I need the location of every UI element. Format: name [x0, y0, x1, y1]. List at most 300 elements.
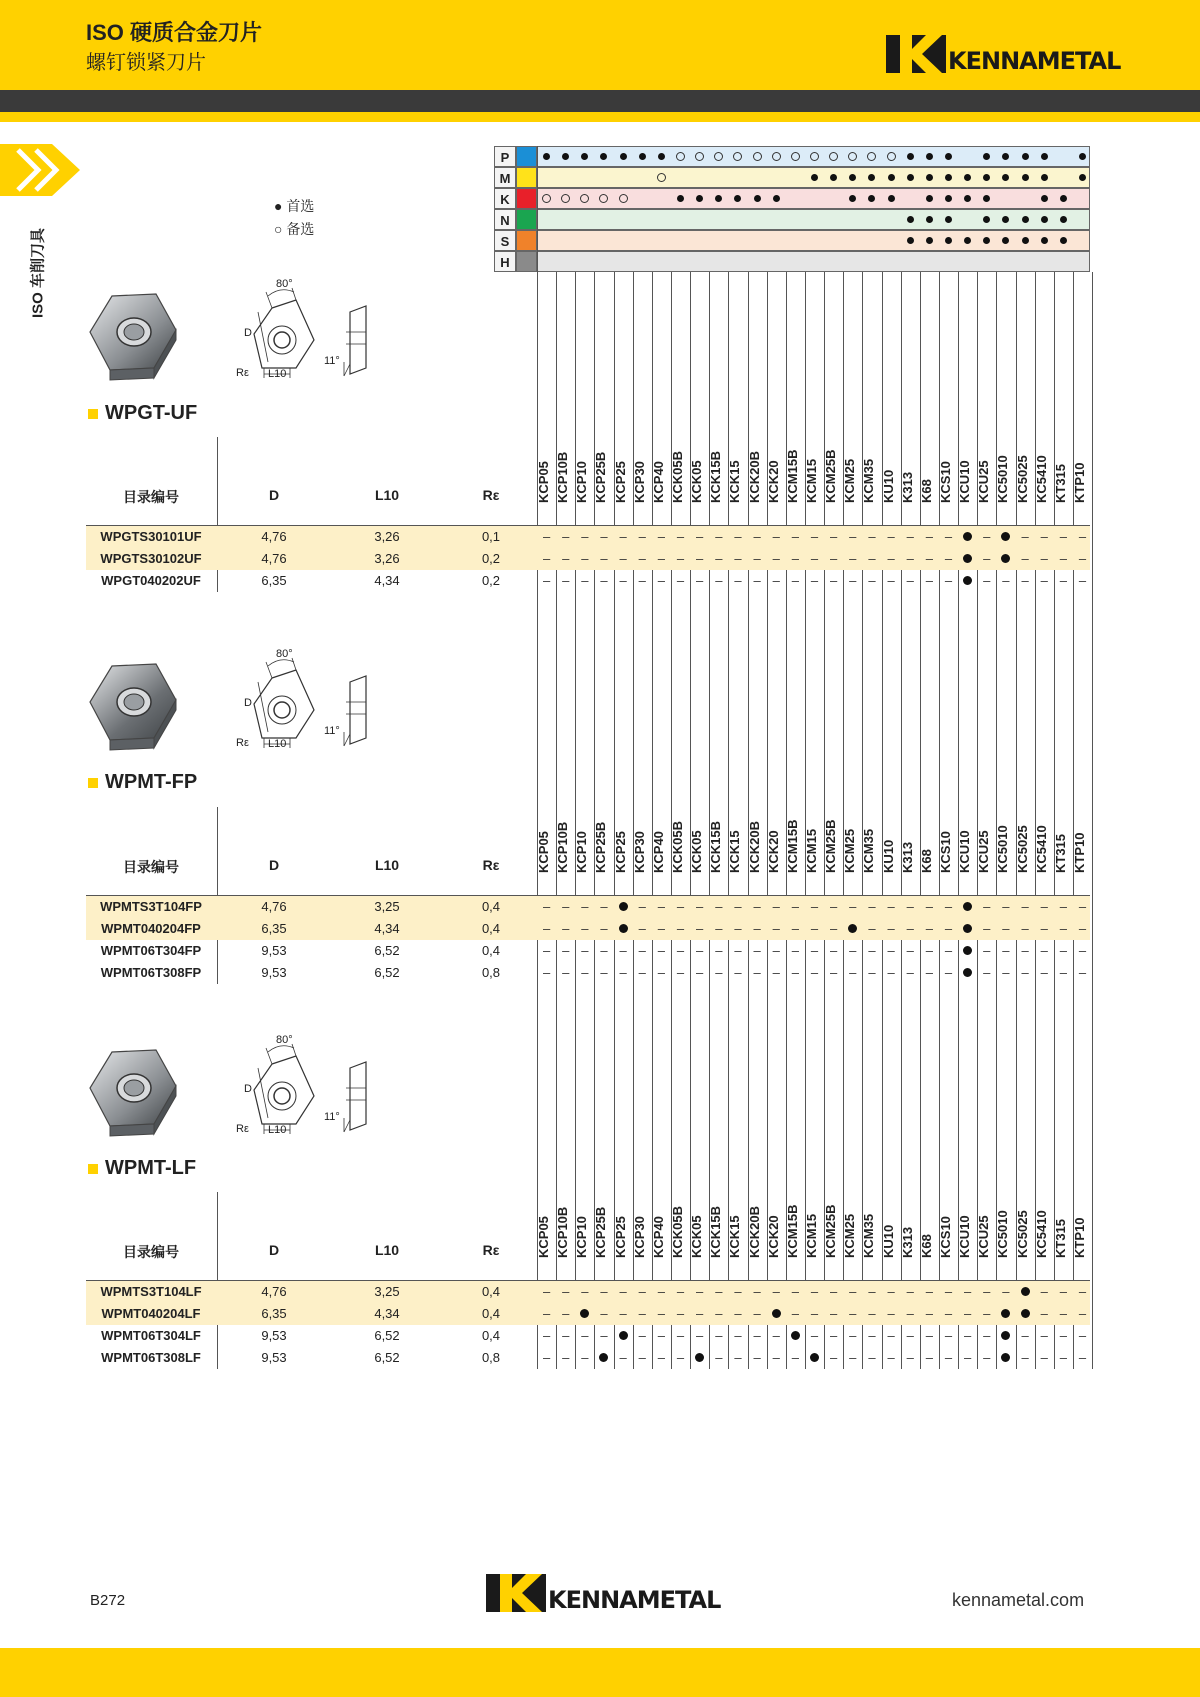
- unavailable-grade-mark: –: [1002, 965, 1010, 980]
- unavailable-grade-mark: –: [830, 965, 838, 980]
- grade-name-label: K313: [899, 1226, 915, 1258]
- chevron-tab-icon: [0, 144, 82, 196]
- unavailable-grade-mark: –: [753, 1284, 761, 1299]
- unavailable-grade-mark: –: [944, 899, 953, 914]
- clearance-angle-label: 11°: [324, 725, 340, 737]
- unavailable-grade-mark: –: [600, 1284, 608, 1299]
- unavailable-grade-mark: –: [715, 943, 723, 958]
- unavailable-grade-mark: –: [772, 573, 780, 588]
- unavailable-grade-mark: –: [657, 573, 665, 588]
- grade-name-label: KCK05B: [669, 1205, 685, 1258]
- grade-column-line: [652, 272, 653, 1369]
- primary-suit-mark: [1054, 188, 1073, 209]
- grade-name-label: KCP25: [612, 461, 628, 503]
- cell-d: 4,76: [261, 899, 287, 914]
- unavailable-grade-mark: –: [562, 1328, 570, 1343]
- unavailable-grade-mark: –: [830, 921, 838, 936]
- grade-column-line: [920, 272, 921, 1369]
- unavailable-grade-mark: –: [906, 573, 914, 588]
- cell-re: 0,4: [481, 899, 501, 914]
- grade-name-label: KC5410: [1033, 825, 1049, 873]
- grade-column-line: [1073, 272, 1074, 1369]
- unavailable-grade-mark: –: [619, 965, 627, 980]
- brand-logo: [886, 33, 1120, 75]
- grade-name-label: KTP10: [1071, 1217, 1087, 1258]
- unavailable-grade-mark: –: [887, 943, 895, 958]
- unavailable-grade-mark: –: [715, 1306, 723, 1321]
- unavailable-grade-mark: –: [600, 551, 608, 566]
- secondary-suit-mark: [614, 188, 633, 209]
- insert-photo-icon: [84, 288, 184, 388]
- unavailable-grade-mark: –: [1078, 943, 1087, 958]
- unavailable-grade-mark: –: [944, 921, 953, 936]
- clearance-angle-label: 11°: [324, 1111, 340, 1123]
- table-row[interactable]: [86, 548, 1090, 570]
- table-row[interactable]: [86, 1303, 1090, 1325]
- unavailable-grade-mark: –: [696, 1284, 704, 1299]
- cell-d: 4,76: [261, 551, 287, 566]
- unavailable-grade-mark: –: [925, 921, 933, 936]
- unavailable-grade-mark: –: [696, 573, 704, 588]
- unavailable-grade-mark: –: [1021, 551, 1029, 566]
- grade-column-line: [805, 272, 806, 1369]
- re-dimension-label: Rε: [236, 367, 249, 379]
- unavailable-grade-mark: –: [696, 529, 704, 544]
- available-grade-mark: [958, 962, 977, 984]
- unavailable-grade-mark: –: [849, 551, 857, 566]
- unavailable-grade-mark: –: [542, 1350, 551, 1365]
- unavailable-grade-mark: –: [983, 1328, 991, 1343]
- unavailable-grade-mark: –: [734, 1350, 742, 1365]
- iso-group-label: N: [494, 209, 516, 230]
- unavailable-grade-mark: –: [830, 551, 838, 566]
- cell-d: 4,76: [261, 1284, 287, 1299]
- unavailable-grade-mark: –: [1021, 965, 1029, 980]
- table-row[interactable]: [86, 526, 1090, 548]
- secondary-suit-mark: [805, 146, 824, 167]
- section-title-text: WPMT-FP: [105, 771, 198, 793]
- unavailable-grade-mark: –: [1078, 573, 1087, 588]
- unavailable-grade-mark: –: [715, 1328, 723, 1343]
- unavailable-grade-mark: –: [676, 899, 685, 914]
- grade-column-line: [843, 272, 844, 1369]
- unavailable-grade-mark: –: [1002, 1284, 1010, 1299]
- unavailable-grade-mark: –: [638, 899, 646, 914]
- cell-d: 6,35: [261, 573, 287, 588]
- unavailable-grade-mark: –: [581, 573, 589, 588]
- column-header-l10: L10: [374, 1242, 400, 1258]
- column-header-d: D: [268, 487, 280, 503]
- primary-suit-mark: [958, 167, 977, 188]
- grade-name-label: KCP40: [650, 461, 666, 503]
- column-header-re: Rε: [482, 857, 500, 873]
- available-grade-mark: [1016, 1281, 1035, 1303]
- unavailable-grade-mark: –: [906, 1328, 914, 1343]
- unavailable-grade-mark: –: [753, 921, 761, 936]
- section-title: [88, 1157, 196, 1180]
- kennametal-k-icon: [886, 35, 946, 73]
- unavailable-grade-mark: –: [696, 899, 704, 914]
- unavailable-grade-mark: –: [830, 573, 838, 588]
- primary-suit-mark: [882, 167, 901, 188]
- unavailable-grade-mark: –: [581, 899, 589, 914]
- grade-column-line: [767, 272, 768, 1369]
- unavailable-grade-mark: –: [1021, 943, 1029, 958]
- cell-re: 0,4: [481, 1328, 501, 1343]
- page-code: B272: [90, 1592, 126, 1609]
- legend-preferred: ● 首选: [274, 198, 315, 214]
- cell-code: WPMT040204FP: [101, 921, 201, 936]
- grade-name-label: KCP10: [574, 831, 590, 873]
- unavailable-grade-mark: –: [600, 573, 608, 588]
- unavailable-grade-mark: –: [753, 573, 761, 588]
- primary-suit-mark: [920, 167, 939, 188]
- unavailable-grade-mark: –: [906, 921, 914, 936]
- unavailable-grade-mark: –: [868, 551, 876, 566]
- cell-l10: 6,52: [374, 965, 400, 980]
- unavailable-grade-mark: –: [887, 1306, 895, 1321]
- cell-code: WPMTS3T104LF: [100, 1284, 202, 1299]
- unavailable-grade-mark: –: [1002, 921, 1010, 936]
- iso-group-label: P: [494, 146, 516, 167]
- unavailable-grade-mark: –: [734, 551, 742, 566]
- d-dimension-label: D: [244, 697, 252, 709]
- unavailable-grade-mark: –: [676, 1350, 685, 1365]
- grade-name-label: KT315: [1052, 463, 1068, 503]
- unavailable-grade-mark: –: [925, 965, 933, 980]
- l10-dimension-label: L10: [268, 1124, 287, 1136]
- column-header-re: Rε: [482, 1242, 500, 1258]
- unavailable-grade-mark: –: [849, 965, 857, 980]
- unavailable-grade-mark: –: [772, 1350, 780, 1365]
- unavailable-grade-mark: –: [887, 965, 895, 980]
- unavailable-grade-mark: –: [1078, 1350, 1087, 1365]
- legend-alternative: ○ 备选: [274, 221, 315, 237]
- insert-dimension-drawing: [232, 648, 392, 758]
- cell-l10: 6,52: [374, 1328, 400, 1343]
- table-row[interactable]: [86, 570, 1090, 592]
- cell-code: WPGT040202UF: [101, 573, 201, 588]
- column-header-l10: L10: [374, 487, 400, 503]
- cell-d: 9,53: [261, 1350, 287, 1365]
- unavailable-grade-mark: –: [542, 1284, 551, 1299]
- primary-suit-mark: [614, 146, 633, 167]
- unavailable-grade-mark: –: [715, 529, 723, 544]
- grade-name-label: KCK20: [765, 1215, 781, 1258]
- cell-re: 0,2: [481, 551, 501, 566]
- grade-name-label: KCM15: [803, 458, 819, 503]
- iso-color-swatch: [516, 230, 537, 251]
- cell-code: WPMT06T308FP: [100, 965, 202, 980]
- unavailable-grade-mark: –: [772, 965, 780, 980]
- unavailable-grade-mark: –: [1078, 921, 1087, 936]
- kennametal-k-icon: [486, 1574, 546, 1612]
- unavailable-grade-mark: –: [944, 1350, 953, 1365]
- unavailable-grade-mark: –: [906, 943, 914, 958]
- grade-name-label: KCP30: [631, 831, 647, 873]
- table-row[interactable]: [86, 1347, 1090, 1369]
- header-band: [0, 0, 1200, 90]
- grade-name-label: KCS10: [937, 1216, 953, 1258]
- unavailable-grade-mark: –: [619, 573, 627, 588]
- grade-name-label: KU10: [880, 839, 896, 873]
- unavailable-grade-mark: –: [944, 1328, 953, 1343]
- unavailable-grade-mark: –: [542, 965, 551, 980]
- footer-brand-wordmark: KENNAMETAL: [548, 1586, 721, 1614]
- grade-name-label: KCK15: [727, 1215, 743, 1258]
- header-yellow-stripe: [0, 112, 1200, 122]
- primary-suit-mark: [901, 167, 920, 188]
- unavailable-grade-mark: –: [696, 1328, 704, 1343]
- grade-name-label: KCK15B: [708, 820, 724, 873]
- unavailable-grade-mark: –: [600, 965, 608, 980]
- unavailable-grade-mark: –: [581, 551, 589, 566]
- unavailable-grade-mark: –: [887, 1350, 895, 1365]
- unavailable-grade-mark: –: [810, 1306, 819, 1321]
- unavailable-grade-mark: –: [753, 965, 761, 980]
- unavailable-grade-mark: –: [734, 1328, 742, 1343]
- unavailable-grade-mark: –: [715, 899, 723, 914]
- grade-name-label: KCM15B: [784, 449, 800, 503]
- unavailable-grade-mark: –: [715, 551, 723, 566]
- section-title: [88, 402, 197, 425]
- unavailable-grade-mark: –: [542, 529, 551, 544]
- iso-color-swatch: [516, 167, 537, 188]
- re-dimension-label: Rε: [236, 737, 249, 749]
- cell-re: 0,4: [481, 943, 501, 958]
- table-row[interactable]: [86, 1281, 1090, 1303]
- unavailable-grade-mark: –: [562, 1350, 570, 1365]
- unavailable-grade-mark: –: [715, 573, 723, 588]
- unavailable-grade-mark: –: [657, 965, 665, 980]
- unavailable-grade-mark: –: [925, 573, 933, 588]
- angle-label: 80°: [276, 648, 293, 660]
- unavailable-grade-mark: –: [600, 921, 608, 936]
- table-row[interactable]: [86, 1325, 1090, 1347]
- grade-name-label: KCP05: [536, 831, 551, 873]
- unavailable-grade-mark: –: [791, 551, 799, 566]
- grade-name-label: KCP25B: [593, 821, 609, 873]
- unavailable-grade-mark: –: [964, 1350, 972, 1365]
- website-link[interactable]: kennametal.com: [952, 1590, 1085, 1610]
- grade-column-line: [537, 146, 538, 272]
- unavailable-grade-mark: –: [887, 529, 895, 544]
- unavailable-grade-mark: –: [734, 1306, 742, 1321]
- unavailable-grade-mark: –: [696, 943, 704, 958]
- grade-name-label: KC5010: [995, 455, 1011, 503]
- unavailable-grade-mark: –: [638, 1284, 646, 1299]
- unavailable-grade-mark: –: [753, 899, 761, 914]
- unavailable-grade-mark: –: [753, 1350, 761, 1365]
- primary-suit-mark: [556, 146, 575, 167]
- table-row[interactable]: [86, 962, 1090, 984]
- grade-name-label: KCP40: [650, 1216, 666, 1258]
- cell-l10: 3,25: [374, 899, 400, 914]
- primary-suit-mark: [901, 230, 920, 251]
- unavailable-grade-mark: –: [887, 1284, 895, 1299]
- unavailable-grade-mark: –: [983, 551, 991, 566]
- cell-l10: 4,34: [374, 573, 400, 588]
- unavailable-grade-mark: –: [657, 529, 665, 544]
- unavailable-grade-mark: –: [600, 899, 608, 914]
- grade-name-label: KCS10: [937, 461, 953, 503]
- yellow-square-icon: [88, 409, 98, 419]
- available-grade-mark: [575, 1303, 594, 1325]
- cell-re: 0,4: [481, 921, 501, 936]
- yellow-square-icon: [88, 1164, 98, 1174]
- table-row[interactable]: [86, 940, 1090, 962]
- unavailable-grade-mark: –: [1021, 921, 1029, 936]
- unavailable-grade-mark: –: [562, 943, 570, 958]
- unavailable-grade-mark: –: [1021, 573, 1029, 588]
- insert-photo-icon: [84, 658, 184, 758]
- grade-name-label: KCK20: [765, 830, 781, 873]
- available-grade-mark: [996, 1347, 1015, 1369]
- unavailable-grade-mark: –: [849, 943, 857, 958]
- unavailable-grade-mark: –: [983, 1350, 991, 1365]
- secondary-suit-mark: [709, 146, 728, 167]
- primary-suit-mark: [843, 188, 862, 209]
- unavailable-grade-mark: –: [944, 1306, 953, 1321]
- cell-d: 6,35: [261, 921, 287, 936]
- unavailable-grade-mark: –: [581, 1328, 589, 1343]
- grade-name-label: KCP05: [536, 461, 551, 503]
- grade-column-line: [633, 272, 634, 1369]
- unavailable-grade-mark: –: [849, 1328, 857, 1343]
- unavailable-grade-mark: –: [657, 1284, 665, 1299]
- footer-band: [0, 1648, 1200, 1697]
- available-grade-mark: [996, 526, 1015, 548]
- unavailable-grade-mark: –: [887, 921, 895, 936]
- available-grade-mark: [1016, 1303, 1035, 1325]
- cell-code: WPGTS30101UF: [100, 529, 202, 544]
- angle-label: 80°: [276, 1034, 293, 1046]
- grade-name-label: KCP25: [612, 1216, 628, 1258]
- grade-name-label: KCP10: [574, 1216, 590, 1258]
- unavailable-grade-mark: –: [1040, 943, 1048, 958]
- unavailable-grade-mark: –: [791, 921, 799, 936]
- grade-name-label: KCM15B: [784, 1204, 800, 1258]
- available-grade-mark: [958, 896, 977, 918]
- unavailable-grade-mark: –: [772, 1284, 780, 1299]
- unavailable-grade-mark: –: [1021, 1328, 1029, 1343]
- available-grade-mark: [958, 940, 977, 962]
- unavailable-grade-mark: –: [810, 899, 819, 914]
- table-row[interactable]: [86, 896, 1090, 918]
- available-grade-mark: [614, 1325, 633, 1347]
- grade-name-label: KC5010: [995, 825, 1011, 873]
- primary-suit-mark: [1035, 167, 1054, 188]
- unavailable-grade-mark: –: [772, 921, 780, 936]
- unavailable-grade-mark: –: [1040, 899, 1048, 914]
- primary-suit-mark: [939, 146, 958, 167]
- unavailable-grade-mark: –: [676, 1306, 685, 1321]
- unavailable-grade-mark: –: [1021, 899, 1029, 914]
- unavailable-grade-mark: –: [753, 551, 761, 566]
- unavailable-grade-mark: –: [849, 1284, 857, 1299]
- unavailable-grade-mark: –: [810, 529, 819, 544]
- unavailable-grade-mark: –: [925, 899, 933, 914]
- grade-name-label: K68: [918, 849, 934, 873]
- primary-suit-mark: [939, 209, 958, 230]
- unavailable-grade-mark: –: [906, 529, 914, 544]
- unavailable-grade-mark: –: [772, 899, 780, 914]
- primary-suit-mark: [901, 209, 920, 230]
- grade-name-label: KCM25B: [823, 819, 839, 873]
- grade-name-label: KCM35: [861, 828, 877, 873]
- grade-name-label: KCK20: [765, 460, 781, 503]
- primary-suit-mark: [920, 209, 939, 230]
- unavailable-grade-mark: –: [696, 1306, 704, 1321]
- unavailable-grade-mark: –: [1002, 899, 1010, 914]
- unavailable-grade-mark: –: [830, 943, 838, 958]
- cell-code: WPMTS3T104FP: [100, 899, 202, 914]
- unavailable-grade-mark: –: [1078, 551, 1087, 566]
- grade-name-label: KCM25B: [823, 449, 839, 503]
- table-row[interactable]: [86, 918, 1090, 940]
- unavailable-grade-mark: –: [983, 1284, 991, 1299]
- available-grade-mark: [767, 1303, 786, 1325]
- unavailable-grade-mark: –: [638, 921, 646, 936]
- primary-suit-mark: [1016, 230, 1035, 251]
- unavailable-grade-mark: –: [542, 1306, 551, 1321]
- unavailable-grade-mark: –: [600, 943, 608, 958]
- unavailable-grade-mark: –: [676, 943, 685, 958]
- iso-color-swatch: [516, 188, 537, 209]
- grade-name-label: K68: [918, 479, 934, 503]
- brand-wordmark: KENNAMETAL: [948, 47, 1121, 75]
- primary-suit-mark: [537, 146, 556, 167]
- unavailable-grade-mark: –: [581, 1284, 589, 1299]
- unavailable-grade-mark: –: [1040, 1328, 1048, 1343]
- unavailable-grade-mark: –: [638, 1350, 646, 1365]
- unavailable-grade-mark: –: [830, 1306, 838, 1321]
- unavailable-grade-mark: –: [830, 899, 838, 914]
- section-title: [88, 771, 197, 794]
- unavailable-grade-mark: –: [1078, 1284, 1087, 1299]
- unavailable-grade-mark: –: [868, 899, 876, 914]
- iso-row-p: [494, 146, 1090, 167]
- grade-column-line: [862, 272, 863, 1369]
- unavailable-grade-mark: –: [1059, 1284, 1067, 1299]
- grade-name-label: KCU25: [976, 1215, 992, 1258]
- unavailable-grade-mark: –: [715, 1284, 723, 1299]
- grade-name-label: KC5025: [1014, 455, 1030, 503]
- primary-suit-mark: [882, 188, 901, 209]
- iso-color-swatch: [516, 209, 537, 230]
- grade-name-label: KCK20B: [746, 820, 762, 873]
- unavailable-grade-mark: –: [868, 1306, 876, 1321]
- unavailable-grade-mark: –: [830, 1284, 838, 1299]
- primary-suit-mark: [977, 167, 996, 188]
- available-grade-mark: [958, 570, 977, 592]
- unavailable-grade-mark: –: [868, 965, 876, 980]
- unavailable-grade-mark: –: [657, 551, 665, 566]
- column-header-l10: L10: [374, 857, 400, 873]
- cell-re: 0,4: [481, 1284, 501, 1299]
- unavailable-grade-mark: –: [925, 1284, 933, 1299]
- grade-name-label: KCK05: [689, 1215, 705, 1258]
- unavailable-grade-mark: –: [581, 529, 589, 544]
- unavailable-grade-mark: –: [830, 1328, 838, 1343]
- primary-suit-mark: [633, 146, 652, 167]
- l10-dimension-label: L10: [268, 738, 287, 750]
- grade-column-line: [690, 272, 691, 1369]
- grade-name-label: KCP40: [650, 831, 666, 873]
- unavailable-grade-mark: –: [1059, 529, 1067, 544]
- unavailable-grade-mark: –: [562, 1284, 570, 1299]
- page-subtitle: 螺钉锁紧刀片: [86, 52, 206, 74]
